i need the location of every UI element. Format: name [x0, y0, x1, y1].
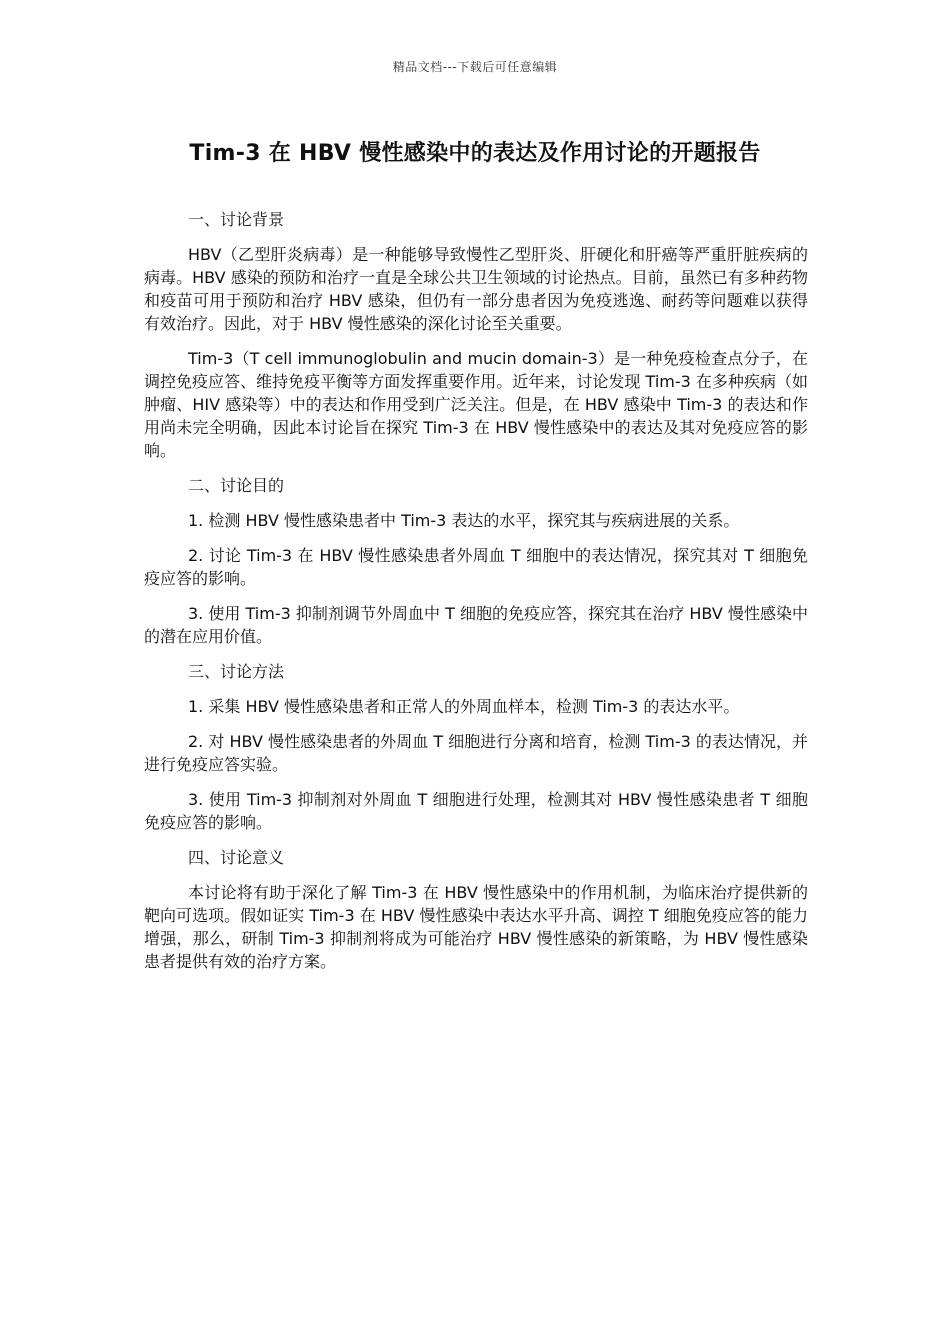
objective-item-1: 1. 检测 HBV 慢性感染患者中 Tim-3 表达的水平，探究其与疾病进展的关系。: [188, 511, 740, 530]
background-paragraph-1: HBV（乙型肝炎病毒）是一种能够导致慢性乙型肝炎、肝硬化和肝癌等严重肝脏疾病的病毒。HBV 感染的预防和治疗一直是全球公共卫生领域的讨论热点。目前，虽然已有多种药物和疫苗可用于预防和治疗 HBV 感染，但仍有一部分患者因为免疫逃逸、耐药等问题难以获得有效治疗。因此，对于 HBV 慢性感染的深化讨论至关重要。: [144, 245, 808, 333]
section-heading-significance: 四、讨论意义: [188, 848, 285, 867]
document-body: [144, 208, 808, 985]
section-heading-methods: 三、讨论方法: [188, 662, 285, 681]
background-paragraph-2: Tim-3（T cell immunoglobulin and mucin domain-3）是一种免疫检查点分子，在调控免疫应答、维持免疫平衡等方面发挥重要作用。近年来，讨论发现 Tim-3 在多种疾病（如肿瘤、HIV 感染等）中的表达和作用受到广泛关注。但是，在 HBV 感染中 Tim-3 的表达和作用尚未完全明确，因此本讨论旨在探究 Tim-3 在 HBV 慢性感染中的表达及其对免疫应答的影响。: [144, 349, 808, 460]
document-title: Tim-3 在 HBV 慢性感染中的表达及作用讨论的开题报告: [189, 141, 761, 166]
method-item-1: 1. 采集 HBV 慢性感染患者和正常人的外周血样本，检测 Tim-3 的表达水平。: [188, 697, 740, 716]
significance-paragraph-1: 本讨论将有助于深化了解 Tim-3 在 HBV 慢性感染中的作用机制，为临床治疗提供新的靶向可选项。假如证实 Tim-3 在 HBV 慢性感染中表达水平升高、调控 T 细胞免疫应答的能力增强，那么，研制 Tim-3 抑制剂将成为可能治疗 HBV 慢性感染的新策略，为 HBV 慢性感染患者提供有效的治疗方案。: [144, 883, 808, 971]
objective-item-2: 2. 讨论 Tim-3 在 HBV 慢性感染患者外周血 T 细胞中的表达情况，探究其对 T 细胞免疫应答的影响。: [144, 546, 808, 588]
section-heading-background: 一、讨论背景: [188, 210, 285, 229]
method-item-3: 3. 使用 Tim-3 抑制剂对外周血 T 细胞进行处理，检测其对 HBV 慢性感染患者 T 细胞免疫应答的影响。: [144, 790, 808, 832]
method-item-2: 2. 对 HBV 慢性感染患者的外周血 T 细胞进行分离和培育，检测 Tim-3 的表达情况，并进行免疫应答实验。: [144, 732, 808, 774]
header-note: 精品文档---下载后可任意编辑: [392, 60, 558, 74]
section-heading-objectives: 二、讨论目的: [188, 476, 285, 495]
objective-item-3: 3. 使用 Tim-3 抑制剂调节外周血中 T 细胞的免疫应答，探究其在治疗 HBV 慢性感染中的潜在应用价值。: [144, 604, 808, 646]
